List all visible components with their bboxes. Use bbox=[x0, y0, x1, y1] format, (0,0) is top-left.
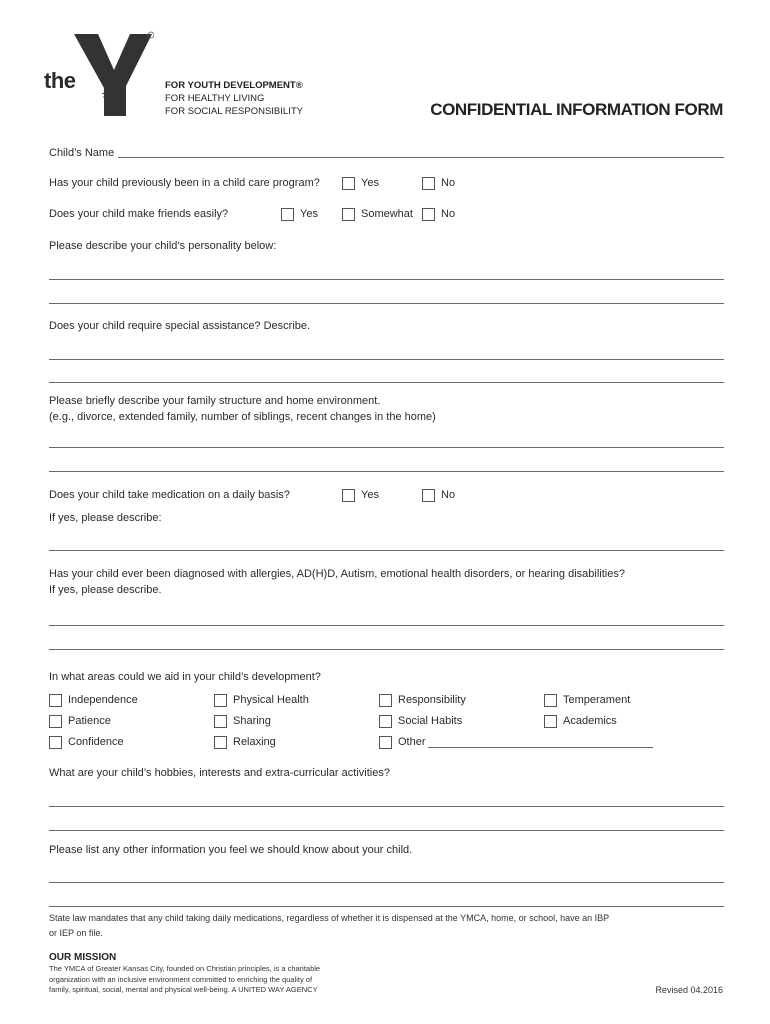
child-name-label: Child’s Name bbox=[49, 147, 115, 159]
form-title: CONFIDENTIAL INFORMATION FORM bbox=[430, 100, 723, 119]
dev-patience-checkbox[interactable] bbox=[49, 715, 62, 728]
hobbies-line-1[interactable] bbox=[49, 806, 724, 807]
q-medication-describe: If yes, please describe: bbox=[49, 512, 162, 524]
logo-word-the: the bbox=[44, 68, 76, 93]
dev-academics-checkbox[interactable] bbox=[544, 715, 557, 728]
tagline-line-2: FOR HEALTHY LIVING bbox=[165, 93, 265, 104]
dev-independence-label: Independence bbox=[68, 694, 138, 706]
friends-no-label: No bbox=[441, 208, 456, 220]
q-family-structure-note: (e.g., divorce, extended family, number of siblings, recent changes in the home) bbox=[49, 411, 436, 423]
q-other-info: Please list any other information you feel we should know about your child. bbox=[49, 844, 413, 856]
diagnosed-line-1[interactable] bbox=[49, 625, 724, 626]
special-assistance-line-1[interactable] bbox=[49, 359, 724, 360]
ymca-logo bbox=[44, 30, 159, 120]
q-friends: Does your child make friends easily? bbox=[49, 208, 229, 220]
dev-responsibility-label: Responsibility bbox=[398, 694, 466, 706]
special-assistance-line-2[interactable] bbox=[49, 382, 724, 383]
dev-temperament-checkbox[interactable] bbox=[544, 694, 557, 707]
mission-line-2: organization with an inclusive environment committed to enriching the quality of bbox=[49, 974, 313, 984]
tagline-line-1: FOR YOUTH DEVELOPMENT® bbox=[165, 80, 303, 91]
dev-confidence-checkbox[interactable] bbox=[49, 736, 62, 749]
medication-yes-checkbox[interactable] bbox=[342, 489, 355, 502]
hobbies-line-2[interactable] bbox=[49, 830, 724, 831]
q-diagnosed-describe: If yes, please describe. bbox=[49, 584, 162, 596]
q-development: In what areas could we aid in your child’s development? bbox=[49, 671, 321, 683]
other-info-line-1[interactable] bbox=[49, 882, 724, 883]
q-diagnosed: Has your child ever been diagnosed with allergies, AD(H)D, Autism, emotional health disorders, or hearing disabilities? bbox=[49, 568, 625, 580]
friends-yes-checkbox[interactable] bbox=[281, 208, 294, 221]
dev-other-field[interactable] bbox=[428, 747, 653, 748]
friends-no-checkbox[interactable] bbox=[422, 208, 435, 221]
dev-social-habits-label: Social Habits bbox=[398, 715, 463, 727]
mission-line-1: The YMCA of Greater Kansas City, founded on Christian principles, is a charitable bbox=[49, 964, 321, 973]
dev-social-habits-checkbox[interactable] bbox=[379, 715, 392, 728]
tagline bbox=[165, 79, 303, 118]
q-special-assistance: Does your child require special assistance? Describe. bbox=[49, 320, 311, 332]
logo-ymca-text: YMCA bbox=[99, 90, 114, 112]
mission-title: OUR MISSION bbox=[49, 952, 117, 963]
previous-care-no-label: No bbox=[441, 177, 456, 189]
mission-text bbox=[49, 964, 349, 996]
dev-relaxing-checkbox[interactable] bbox=[214, 736, 227, 749]
diagnosed-line-2[interactable] bbox=[49, 649, 724, 650]
dev-other-checkbox[interactable] bbox=[379, 736, 392, 749]
law-notice-line-1: State law mandates that any child taking daily medications, regardless of whether it is dispensed at the YMCA, home, or school, have an IBP bbox=[49, 913, 610, 923]
dev-other-label: Other bbox=[398, 736, 426, 748]
q-medication: Does your child take medication on a daily basis? bbox=[49, 489, 290, 501]
friends-somewhat-checkbox[interactable] bbox=[342, 208, 355, 221]
friends-yes-label: Yes bbox=[300, 208, 318, 220]
other-info-line-2[interactable] bbox=[49, 906, 724, 907]
dev-sharing-label: Sharing bbox=[233, 715, 271, 727]
personality-line-2[interactable] bbox=[49, 303, 724, 304]
mission-line-3: family, spiritual, social, mental and physical well-being. A UNITED WAY AGENCY bbox=[49, 985, 318, 994]
y-logo-icon bbox=[74, 30, 154, 120]
child-name-field[interactable] bbox=[118, 157, 724, 158]
dev-patience-label: Patience bbox=[68, 715, 111, 727]
dev-independence-checkbox[interactable] bbox=[49, 694, 62, 707]
dev-physical-health-checkbox[interactable] bbox=[214, 694, 227, 707]
revised-date: Revised 04.2016 bbox=[655, 985, 723, 995]
dev-sharing-checkbox[interactable] bbox=[214, 715, 227, 728]
dev-responsibility-checkbox[interactable] bbox=[379, 694, 392, 707]
medication-line-1[interactable] bbox=[49, 550, 724, 551]
previous-care-yes-label: Yes bbox=[361, 177, 379, 189]
friends-somewhat-label: Somewhat bbox=[361, 208, 413, 220]
dev-temperament-label: Temperament bbox=[563, 694, 631, 706]
q-personality: Please describe your child’s personality below: bbox=[49, 240, 277, 252]
q-hobbies: What are your child’s hobbies, interests and extra-curricular activities? bbox=[49, 767, 390, 779]
previous-care-yes-checkbox[interactable] bbox=[342, 177, 355, 190]
q-family-structure: Please briefly describe your family structure and home environment. bbox=[49, 395, 381, 407]
dev-academics-label: Academics bbox=[563, 715, 617, 727]
dev-relaxing-label: Relaxing bbox=[233, 736, 276, 748]
law-notice-line-2: or IEP on file. bbox=[49, 928, 103, 938]
family-structure-line-1[interactable] bbox=[49, 447, 724, 448]
dev-physical-health-label: Physical Health bbox=[233, 694, 309, 706]
q-previous-care: Has your child previously been in a child care program? bbox=[49, 177, 320, 189]
medication-no-checkbox[interactable] bbox=[422, 489, 435, 502]
previous-care-no-checkbox[interactable] bbox=[422, 177, 435, 190]
personality-line-1[interactable] bbox=[49, 279, 724, 280]
tagline-line-3: FOR SOCIAL RESPONSIBILITY bbox=[165, 106, 303, 117]
family-structure-line-2[interactable] bbox=[49, 471, 724, 472]
medication-yes-label: Yes bbox=[361, 489, 379, 501]
dev-confidence-label: Confidence bbox=[68, 736, 124, 748]
medication-no-label: No bbox=[441, 489, 456, 501]
